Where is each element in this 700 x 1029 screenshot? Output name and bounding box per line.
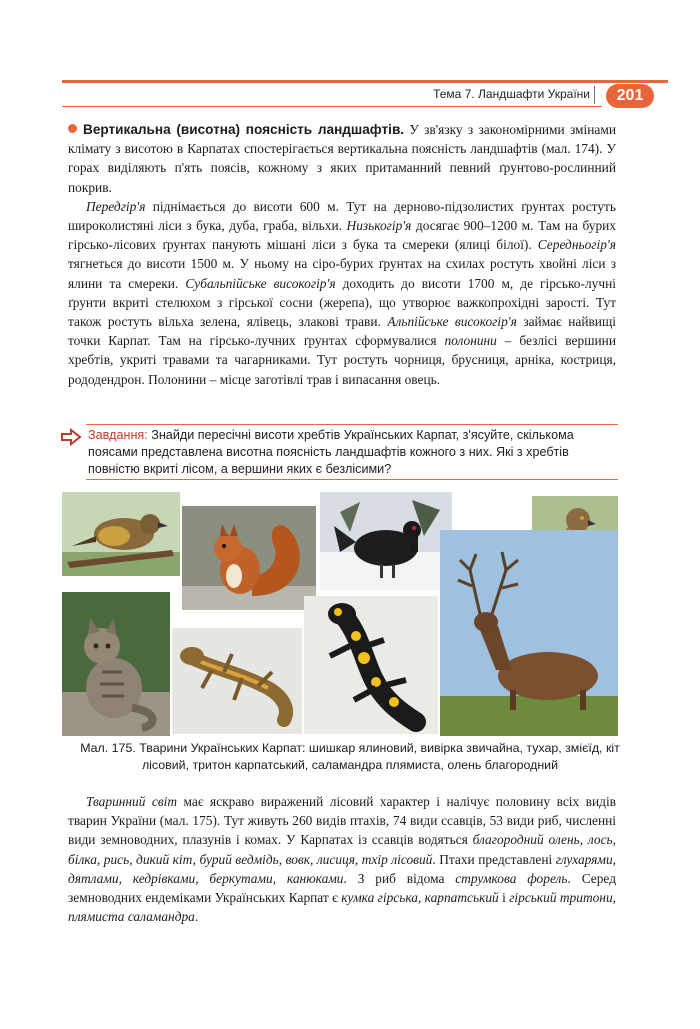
arrow-right-icon (60, 428, 82, 446)
photo-red-deer (440, 530, 618, 736)
topic-title: Тема 7. Ландшафти України (433, 87, 590, 101)
header-divider (594, 86, 595, 104)
task-rule-top (86, 424, 618, 425)
belts-paragraph: Передгір'я піднімається до висоти 600 м. Тут на дерново-підзолистих ґрунтах ростуть широколистяні ліси з бука, дуба, граба, вільхи. Низькогір'я досягає 900–1200 м. Там на бурих гірсько-лісових ґрунтах панують мішані ліси з бука та смереки (ялиці білої). Середньогір'я тягнеться до висоти 1500 м. У ньому на сіро-бурих ґрунтах на схилах ростуть хвойні ліси з ялини та смереки. Субальпійське високогір'я доходить до висоти 1700 м, де гірсько-лучні ґрунти вкриті стелюхом з гірської сосни (жерепа), що утворює важкопрохідні зарості. Тут також ростуть вільха зелена, ялівець, злакові трави. Альпійське високогір'я займає найвищі точки Карпат. Там на гірсько-лучних ґрунтах сформувалися полонини – безлісі вершини хребтів, укриті травами та чагарниками. Тут ростуть чорниця, брусниця, арніка, костриця, рододендрон. Полонини – місце заготівлі трав і випасання овець. (68, 198, 617, 387)
header-rule (62, 80, 668, 83)
photo-crossbill (62, 492, 180, 576)
photo-salamander (304, 596, 438, 734)
photo-newt (172, 628, 302, 734)
header-rule-bottom (62, 106, 602, 107)
photo-squirrel (182, 506, 316, 610)
section-title: Вертикальна (висотна) поясність ландшафтів. (83, 122, 405, 137)
section-intro: У зв'язку з закономірними змінами клімату з висотою в Карпатах спостерігається вертикальна поясність ландшафтів (мал. 174). У горах виділяють п'ять поясів, кожному з яких притаманний певний ґрунтово-рослинний покрив. (68, 122, 616, 195)
section-vertical-zonation (68, 120, 616, 389)
fauna-paragraph: Тваринний світ має яскраво виражений лісовий характер і налічує половину всіх видів тварин України (мал. 175). Тут живуть 260 видів птахів, 74 види ссавців, 53 види риб, численні види земноводних, плазунів і комах. У Карпатах із ссавців водяться благородний олень, лось, білка, рись, дикий кіт, бурий ведмідь, вовк, лисиця, тхір лісовий. Птахи представлені глухарями, дятлами, кедрівками, беркутами, канюками. З риб відома струмкова форель. Серед земноводних ендеміками Українських Карпат є кумка гірська, карпатський і гірський тритони, плямиста саламандра. (68, 794, 617, 925)
task-text: Завдання: Знайди пересічні висоти хребтів Українських Карпат, з'ясуйте, скількома поясами представлена висотна поясність ландшафтів кожного з них. Які з хребтів повністю вкриті лісом, а вершини яких є безлісими? (88, 428, 574, 476)
photo-capercaillie (320, 492, 452, 590)
bullet-icon (68, 124, 77, 133)
figure-caption: Мал. 175. Тварини Українських Карпат: шишкар ялиновий, вивірка звичайна, тухар, змієїд, кіт лісовий, тритон карпатський, саламандра плямиста, олень благородний (80, 741, 620, 772)
photo-wildcat (62, 592, 170, 736)
page-number: 201 (606, 84, 654, 108)
task-label: Завдання: (88, 428, 148, 442)
task-box (60, 424, 618, 480)
task-rule-bottom (86, 479, 618, 480)
